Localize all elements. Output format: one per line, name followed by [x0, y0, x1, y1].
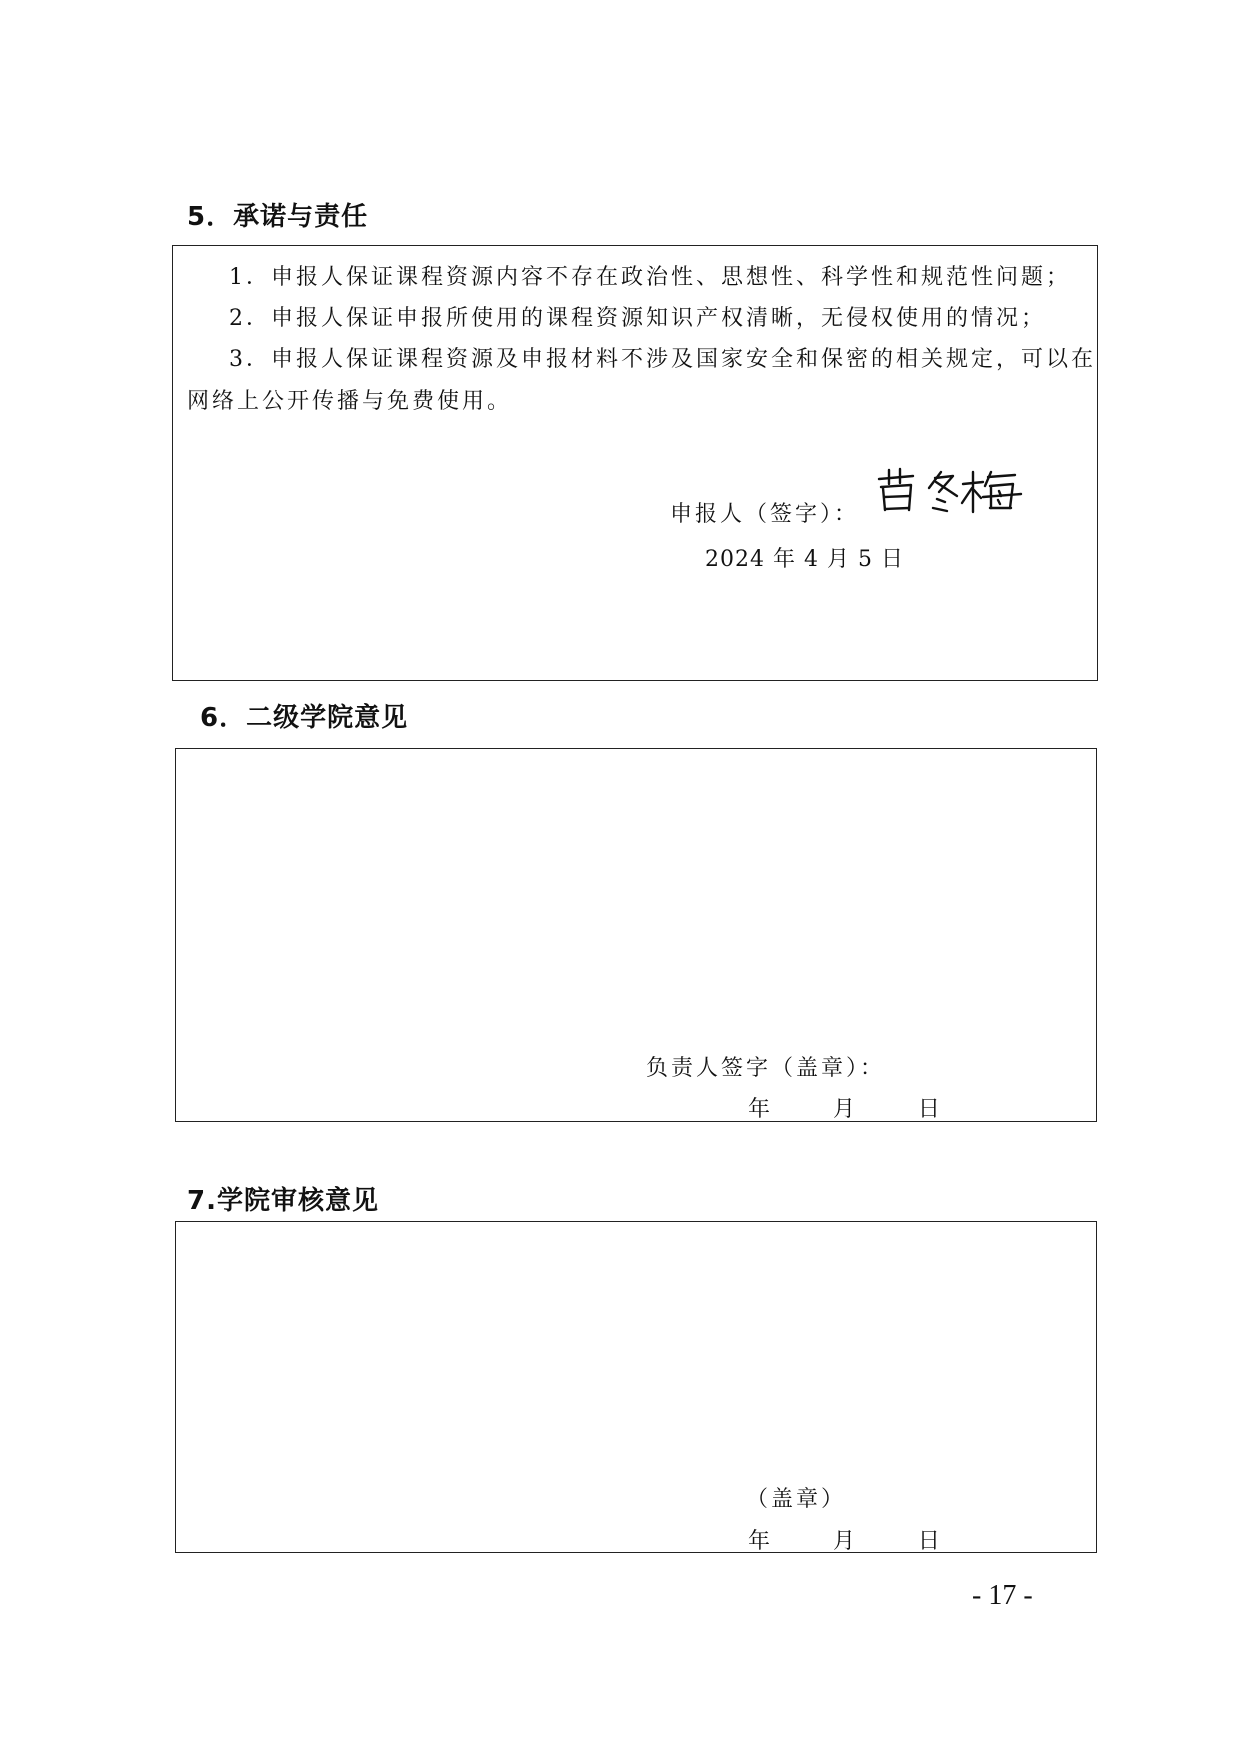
commitment-date: 2024 年 4 月 5 日 [705, 547, 904, 572]
college-date: 年 月 日 [748, 1529, 943, 1554]
commitment-item-3-line-1: 3．申报人保证课程资源及申报材料不涉及国家安全和保密的相关规定，可以在 [229, 347, 1096, 372]
section-7-heading: 7.学院审核意见 [187, 1186, 379, 1216]
applicant-signature [873, 466, 1023, 516]
college-seal-label: （盖章） [746, 1487, 847, 1512]
commitment-item-1: 1．申报人保证课程资源内容不存在政治性、思想性、科学性和规范性问题； [229, 265, 1071, 290]
department-opinion-box [175, 748, 1097, 1122]
college-review-box [175, 1221, 1097, 1553]
commitment-item-3-line-2: 网络上公开传播与免费使用。 [187, 389, 513, 414]
signer-label: 申报人（签字）： [670, 502, 860, 527]
section-5-heading: 5．承诺与责任 [187, 202, 369, 232]
commitment-box [172, 245, 1098, 681]
page-number: - 17 - [972, 1580, 1033, 1611]
department-date: 年 月 日 [748, 1097, 943, 1122]
commitment-item-2: 2．申报人保证申报所使用的课程资源知识产权清晰，无侵权使用的情况； [229, 306, 1046, 331]
department-sign-label: 负责人签字（盖章）： [646, 1056, 886, 1081]
section-6-heading: 6．二级学院意见 [200, 703, 409, 733]
